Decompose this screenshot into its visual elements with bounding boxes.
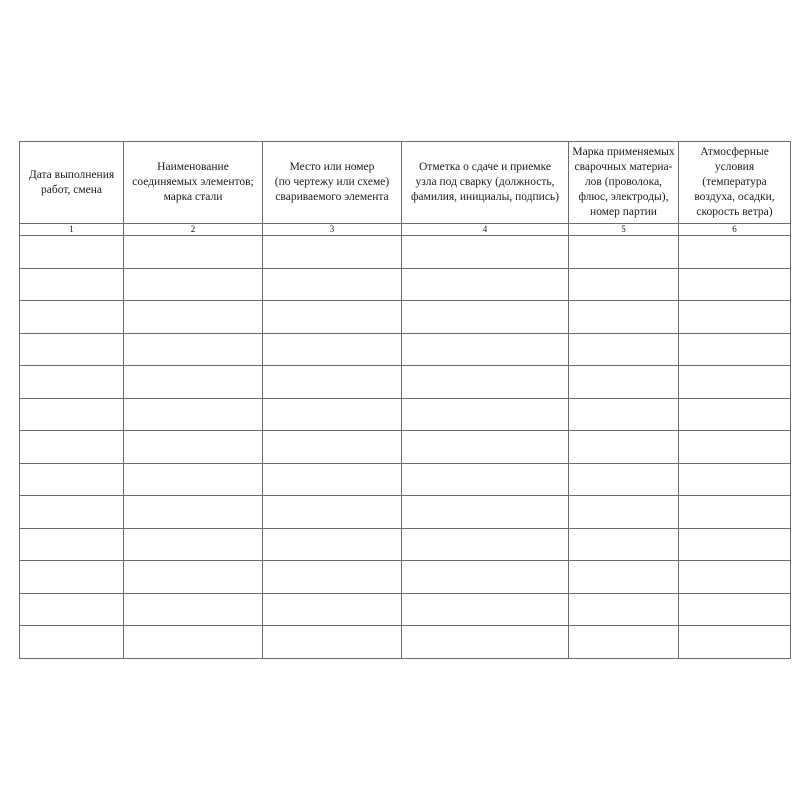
column-number: 5 bbox=[569, 224, 679, 236]
table-row bbox=[20, 593, 791, 626]
table-cell[interactable] bbox=[124, 301, 263, 334]
table-row bbox=[20, 366, 791, 399]
table-cell[interactable] bbox=[402, 431, 569, 464]
table-cell[interactable] bbox=[263, 463, 402, 496]
column-header-acceptance-mark bbox=[402, 142, 569, 224]
table-cell[interactable] bbox=[263, 398, 402, 431]
table-cell[interactable] bbox=[402, 626, 569, 659]
table-cell[interactable] bbox=[679, 333, 791, 366]
table-cell[interactable] bbox=[20, 236, 124, 269]
table-cell[interactable] bbox=[402, 561, 569, 594]
header-line: скорость ветра) bbox=[696, 206, 773, 218]
welding-journal-table bbox=[19, 141, 791, 659]
table-cell[interactable] bbox=[124, 398, 263, 431]
table-cell[interactable] bbox=[20, 496, 124, 529]
table-cell[interactable] bbox=[20, 528, 124, 561]
table-cell[interactable] bbox=[124, 496, 263, 529]
table-cell[interactable] bbox=[679, 528, 791, 561]
table-cell[interactable] bbox=[124, 333, 263, 366]
header-line: работ, смена bbox=[41, 183, 102, 196]
table-body bbox=[20, 236, 791, 659]
table-row bbox=[20, 333, 791, 366]
table-cell[interactable] bbox=[124, 593, 263, 626]
table-cell[interactable] bbox=[569, 463, 679, 496]
table-cell[interactable] bbox=[679, 496, 791, 529]
table-cell[interactable] bbox=[402, 463, 569, 496]
column-number: 2 bbox=[124, 224, 263, 236]
table-cell[interactable] bbox=[20, 561, 124, 594]
table-cell[interactable] bbox=[124, 463, 263, 496]
header-line: соединяемых элементов; bbox=[132, 176, 254, 188]
column-header-element-name-steel bbox=[124, 142, 263, 224]
table-row bbox=[20, 496, 791, 529]
table-cell[interactable] bbox=[124, 528, 263, 561]
table-cell[interactable] bbox=[124, 431, 263, 464]
table-cell[interactable] bbox=[263, 333, 402, 366]
column-number: 1 bbox=[20, 224, 124, 236]
column-number: 3 bbox=[263, 224, 402, 236]
header-row bbox=[20, 142, 791, 224]
table-cell[interactable] bbox=[124, 626, 263, 659]
table-cell[interactable] bbox=[679, 268, 791, 301]
table-row bbox=[20, 561, 791, 594]
table-cell[interactable] bbox=[20, 301, 124, 334]
table-cell[interactable] bbox=[124, 366, 263, 399]
table-cell[interactable] bbox=[402, 398, 569, 431]
column-number-row bbox=[20, 224, 791, 236]
table-cell[interactable] bbox=[679, 366, 791, 399]
table-cell[interactable] bbox=[263, 431, 402, 464]
table-cell[interactable] bbox=[20, 431, 124, 464]
table-cell[interactable] bbox=[569, 268, 679, 301]
table-cell[interactable] bbox=[569, 496, 679, 529]
table-cell[interactable] bbox=[402, 366, 569, 399]
header-line: Наименование bbox=[157, 161, 229, 173]
table-cell[interactable] bbox=[263, 626, 402, 659]
header-line: номер партии bbox=[590, 206, 657, 218]
table-row bbox=[20, 626, 791, 659]
table-cell[interactable] bbox=[402, 268, 569, 301]
table-cell[interactable] bbox=[679, 301, 791, 334]
table-cell[interactable] bbox=[569, 626, 679, 659]
header-line: Атмосферные bbox=[700, 146, 769, 158]
table-cell[interactable] bbox=[569, 431, 679, 464]
table-cell[interactable] bbox=[679, 431, 791, 464]
table-cell[interactable] bbox=[20, 398, 124, 431]
table-cell[interactable] bbox=[402, 496, 569, 529]
table-row bbox=[20, 431, 791, 464]
header-line: узла под сварку (должность, bbox=[415, 176, 555, 188]
table-cell[interactable] bbox=[263, 528, 402, 561]
table-cell[interactable] bbox=[263, 496, 402, 529]
header-line: фамилия, инициалы, подпись) bbox=[410, 191, 560, 203]
table-cell[interactable] bbox=[20, 593, 124, 626]
table-cell[interactable] bbox=[569, 593, 679, 626]
table-cell[interactable] bbox=[402, 333, 569, 366]
table-cell[interactable] bbox=[569, 301, 679, 334]
table-cell[interactable] bbox=[569, 528, 679, 561]
header-line: условия bbox=[714, 161, 755, 173]
table-cell[interactable] bbox=[20, 268, 124, 301]
table-cell[interactable] bbox=[402, 528, 569, 561]
table-cell[interactable] bbox=[124, 236, 263, 269]
header-line: марка стали bbox=[163, 191, 223, 203]
table-row bbox=[20, 463, 791, 496]
table-cell[interactable] bbox=[679, 626, 791, 659]
table-cell[interactable] bbox=[679, 236, 791, 269]
table-cell[interactable] bbox=[20, 333, 124, 366]
table-cell[interactable] bbox=[569, 366, 679, 399]
header-line: свариваемого элемента bbox=[275, 191, 389, 203]
table-row bbox=[20, 398, 791, 431]
table-cell[interactable] bbox=[679, 593, 791, 626]
table-cell[interactable] bbox=[569, 236, 679, 269]
table-cell[interactable] bbox=[263, 593, 402, 626]
column-header-weather-conditions bbox=[679, 142, 791, 224]
table-cell[interactable] bbox=[263, 268, 402, 301]
table-cell[interactable] bbox=[569, 398, 679, 431]
table-cell[interactable] bbox=[679, 463, 791, 496]
table-cell[interactable] bbox=[20, 366, 124, 399]
table-cell[interactable] bbox=[263, 366, 402, 399]
table-row bbox=[20, 528, 791, 561]
table-cell[interactable] bbox=[679, 398, 791, 431]
header-line: воздуха, осадки, bbox=[694, 191, 775, 203]
header-line: (по чертежу или схеме) bbox=[274, 176, 390, 188]
table-cell[interactable] bbox=[124, 561, 263, 594]
header-line: Марка применяемых bbox=[572, 146, 675, 158]
column-number: 6 bbox=[679, 224, 791, 236]
column-header-welding-materials bbox=[569, 142, 679, 224]
table-cell[interactable] bbox=[402, 236, 569, 269]
table-cell[interactable] bbox=[263, 301, 402, 334]
column-header-location-number bbox=[263, 142, 402, 224]
table-cell[interactable] bbox=[124, 268, 263, 301]
header-line: Отметка о сдаче и приемке bbox=[419, 161, 551, 173]
header-line: (температура bbox=[702, 176, 767, 188]
header-line: лов (проволока, bbox=[584, 176, 663, 188]
header-line: Место или номер bbox=[289, 161, 375, 173]
table-row bbox=[20, 236, 791, 269]
table-cell[interactable] bbox=[679, 561, 791, 594]
table-cell[interactable] bbox=[402, 593, 569, 626]
table-cell[interactable] bbox=[20, 463, 124, 496]
table-row bbox=[20, 268, 791, 301]
table-cell[interactable] bbox=[569, 561, 679, 594]
table-cell[interactable] bbox=[263, 236, 402, 269]
header-line: сварочных материа- bbox=[574, 161, 673, 173]
table-row bbox=[20, 301, 791, 334]
table-cell[interactable] bbox=[20, 626, 124, 659]
column-number: 4 bbox=[402, 224, 569, 236]
table-cell[interactable] bbox=[263, 561, 402, 594]
header-line: Дата выполнения bbox=[28, 168, 115, 181]
column-header-date-shift bbox=[20, 142, 124, 224]
header-line: флюс, электроды), bbox=[578, 191, 669, 203]
table-cell[interactable] bbox=[569, 333, 679, 366]
table-cell[interactable] bbox=[402, 301, 569, 334]
